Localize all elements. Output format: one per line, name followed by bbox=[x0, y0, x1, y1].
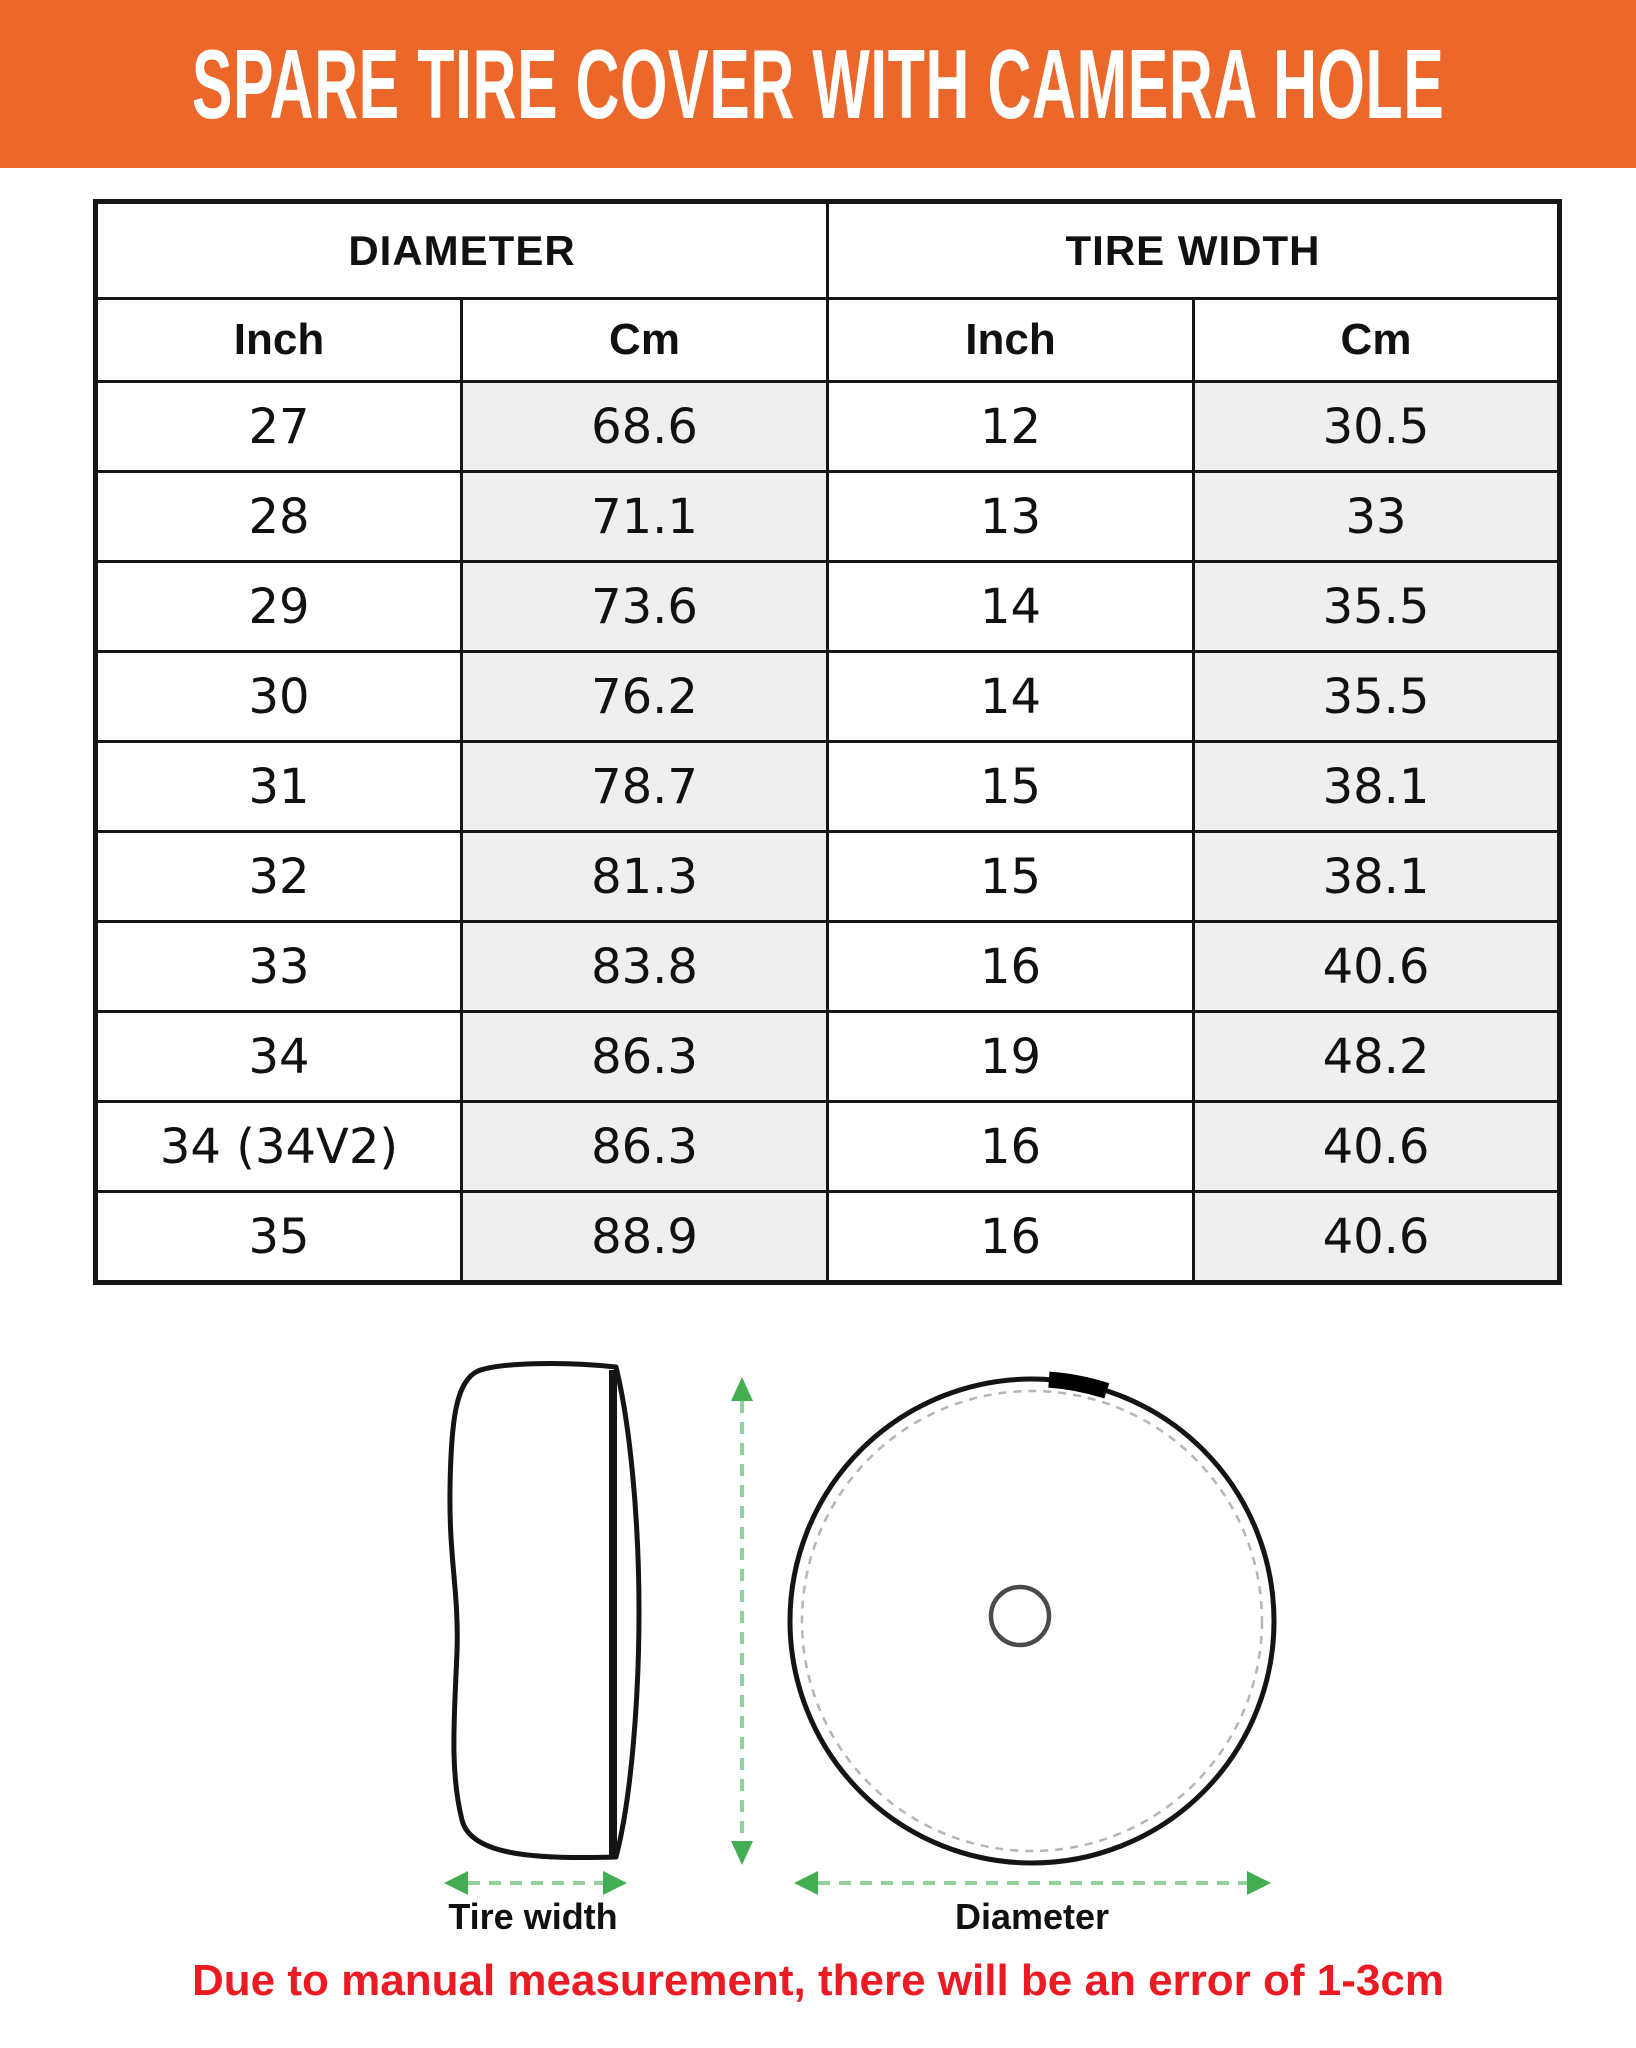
col-header-width-cm: Cm bbox=[1194, 299, 1560, 382]
cell-diameter-inch: 33 bbox=[96, 922, 462, 1012]
table-row bbox=[96, 742, 1560, 832]
cell-diameter-inch: 31 bbox=[96, 742, 462, 832]
cell-width-inch: 14 bbox=[828, 652, 1194, 742]
table-row bbox=[96, 652, 1560, 742]
col-header-width-inch: Inch bbox=[828, 299, 1194, 382]
tire-width-arrow bbox=[444, 1871, 627, 1895]
cell-diameter-cm: 83.8 bbox=[462, 922, 828, 1012]
table-row bbox=[96, 832, 1560, 922]
tire-width-label: Tire width bbox=[448, 1896, 618, 1937]
group-header-tire-width: TIRE WIDTH bbox=[828, 202, 1560, 299]
cell-width-inch: 12 bbox=[828, 382, 1194, 472]
tire-front-view bbox=[790, 1379, 1274, 1863]
cell-diameter-cm: 86.3 bbox=[462, 1102, 828, 1192]
cell-width-cm: 33 bbox=[1194, 472, 1560, 562]
col-header-diameter-inch: Inch bbox=[96, 299, 462, 382]
column-header-row bbox=[96, 299, 1560, 382]
cell-width-cm: 40.6 bbox=[1194, 922, 1560, 1012]
banner bbox=[0, 0, 1636, 168]
group-header-diameter: DIAMETER bbox=[96, 202, 828, 299]
cell-width-inch: 16 bbox=[828, 1192, 1194, 1283]
tire-side-view bbox=[450, 1364, 639, 1858]
cell-diameter-cm: 78.7 bbox=[462, 742, 828, 832]
cell-diameter-inch: 35 bbox=[96, 1192, 462, 1283]
cell-diameter-cm: 81.3 bbox=[462, 832, 828, 922]
cell-width-inch: 13 bbox=[828, 472, 1194, 562]
cell-width-cm: 38.1 bbox=[1194, 832, 1560, 922]
table-row bbox=[96, 1192, 1560, 1283]
table-row bbox=[96, 1012, 1560, 1102]
group-header-row bbox=[96, 202, 1560, 299]
cell-width-cm: 40.6 bbox=[1194, 1102, 1560, 1192]
cell-width-inch: 15 bbox=[828, 742, 1194, 832]
col-header-diameter-cm: Cm bbox=[462, 299, 828, 382]
cell-width-inch: 15 bbox=[828, 832, 1194, 922]
table-row bbox=[96, 1102, 1560, 1192]
cell-diameter-cm: 88.9 bbox=[462, 1192, 828, 1283]
cell-width-inch: 16 bbox=[828, 1102, 1194, 1192]
tire-diagram bbox=[0, 1340, 1636, 1980]
cell-diameter-inch: 30 bbox=[96, 652, 462, 742]
cell-diameter-inch: 34 (34V2) bbox=[96, 1102, 462, 1192]
cell-width-cm: 35.5 bbox=[1194, 562, 1560, 652]
cell-width-inch: 14 bbox=[828, 562, 1194, 652]
cell-diameter-inch: 27 bbox=[96, 382, 462, 472]
cell-width-cm: 35.5 bbox=[1194, 652, 1560, 742]
page-title: SPARE TIRE COVER WITH CAMERA HOLE bbox=[191, 28, 1445, 139]
cell-width-cm: 30.5 bbox=[1194, 382, 1560, 472]
table-row bbox=[96, 382, 1560, 472]
cell-diameter-inch: 29 bbox=[96, 562, 462, 652]
cell-diameter-cm: 71.1 bbox=[462, 472, 828, 562]
cell-diameter-cm: 68.6 bbox=[462, 382, 828, 472]
table-row bbox=[96, 562, 1560, 652]
cell-diameter-inch: 34 bbox=[96, 1012, 462, 1102]
cell-diameter-inch: 28 bbox=[96, 472, 462, 562]
cell-width-cm: 38.1 bbox=[1194, 742, 1560, 832]
cell-width-inch: 19 bbox=[828, 1012, 1194, 1102]
diameter-vertical-arrow bbox=[731, 1377, 753, 1865]
cell-diameter-cm: 76.2 bbox=[462, 652, 828, 742]
cell-width-cm: 48.2 bbox=[1194, 1012, 1560, 1102]
camera-hole bbox=[991, 1587, 1049, 1645]
cell-diameter-cm: 73.6 bbox=[462, 562, 828, 652]
diameter-horizontal-arrow bbox=[794, 1871, 1271, 1895]
cell-diameter-inch: 32 bbox=[96, 832, 462, 922]
cell-width-inch: 16 bbox=[828, 922, 1194, 1012]
cell-width-cm: 40.6 bbox=[1194, 1192, 1560, 1283]
diameter-label: Diameter bbox=[954, 1896, 1110, 1937]
table-row bbox=[96, 472, 1560, 562]
measurement-error-note: Due to manual measurement, there will be an error of 1-3cm bbox=[192, 1956, 1444, 2005]
cell-diameter-cm: 86.3 bbox=[462, 1012, 828, 1102]
size-chart-table bbox=[93, 199, 1562, 1285]
table-row bbox=[96, 922, 1560, 1012]
